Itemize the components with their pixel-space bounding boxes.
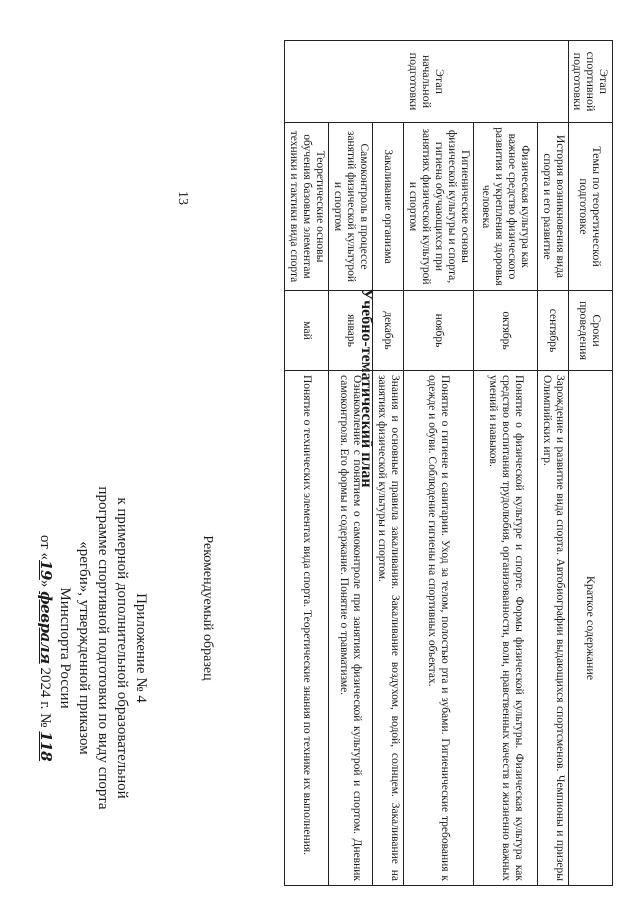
content-cell: Знания и основные правила закаливания. Закаливание воздухом, водой, солнцем. Закаливание на занятиях физической культуры и спортом. [373, 371, 404, 886]
time-cell: май [285, 291, 329, 371]
time-cell: декабрь [373, 291, 404, 371]
page-number: 13 [175, 191, 190, 205]
curriculum-table [284, 40, 613, 886]
content-cell: Ознакомление с понятием о самоконтроле при занятиях физической культурой и спортом. Дневник самоконтроля. Его формы и содержание. Понятие о травматизме. [329, 371, 373, 886]
handwritten-order-number: 118 [37, 731, 55, 762]
plan-title: Учебно-тематический план [358, 288, 375, 488]
header-topic: Темы по теоретической подготовке [569, 123, 613, 291]
stage-cell: Этап начальной подготовки [285, 41, 569, 123]
handwritten-day: 19 [37, 560, 55, 580]
content-cell: Понятие о физической культуре и спорте. Формы физической культуры. Физическая культура как средство воспитания трудолюбия, организованности, воли, нравственных качеств и жизненно важных умений и навыков. [474, 371, 538, 886]
appendix-line-5: Минспорта России [57, 587, 73, 709]
table-row [538, 41, 569, 886]
appendix-line-4: «регби», утвержденной приказом [76, 541, 92, 755]
table-row [373, 41, 404, 886]
topic-cell: Гигиенические основы физической культуры и спорта, гигиена обучающихся при занятиях физической культурой и спортом [404, 123, 474, 291]
table-row [404, 41, 474, 886]
topic-cell: Физическая культура как важное средство физического развития и укрепления здоровья человека [474, 123, 538, 291]
content-cell: Зарождение и развитие вида спорта. Автобиографии выдающихся спортсменов. Чемпионы и призеры Олимпийских игр. [538, 371, 569, 886]
table-row [474, 41, 538, 886]
topic-cell: Закаливание организма [373, 123, 404, 291]
header-content: Краткое содержание [569, 371, 613, 886]
appendix-header [35, 438, 150, 858]
order-date-line: от «19» февраля 2024 г. № 118 [37, 534, 55, 762]
appendix-line-3: программе спортивной подготовки по виду спорта [95, 486, 111, 810]
table-row [285, 41, 329, 886]
appendix-line-2: к примерной дополнительной образовательной [114, 497, 130, 799]
time-cell: ноябрь [404, 291, 474, 371]
table-row [329, 41, 373, 886]
header-time: Сроки проведения [569, 291, 613, 371]
recommended-sample-label: Рекомендуемый образец [200, 535, 215, 681]
topic-cell: История возникновения вида спорта и его развитие [538, 123, 569, 291]
topic-cell: Самоконтроль в процессе занятий физической культурой и спортом [329, 123, 373, 291]
time-cell: сентябрь [538, 291, 569, 371]
header-stage: Этап спортивной подготовки [569, 41, 613, 123]
handwritten-month: февраля [37, 591, 55, 664]
time-cell: январь [329, 291, 373, 371]
topic-cell: Теоретические основы обучения базовым элементам техники и тактики вида спорта [285, 123, 329, 291]
content-cell: Понятие о гигиене и санитарии. Уход за телом, полостью рта и зубами. Гигиенические требования к одежде и обуви. Соблюдение гигиены на спортивных объектах. [404, 371, 474, 886]
rotated-page-content [25, 18, 625, 898]
table-header-row [569, 41, 613, 886]
time-cell: октябрь [474, 291, 538, 371]
content-cell: Понятие о технических элементах вида спорта. Теоретические знания по технике их выполнения. [285, 371, 329, 886]
appendix-number: Приложение № 4 [133, 593, 149, 703]
